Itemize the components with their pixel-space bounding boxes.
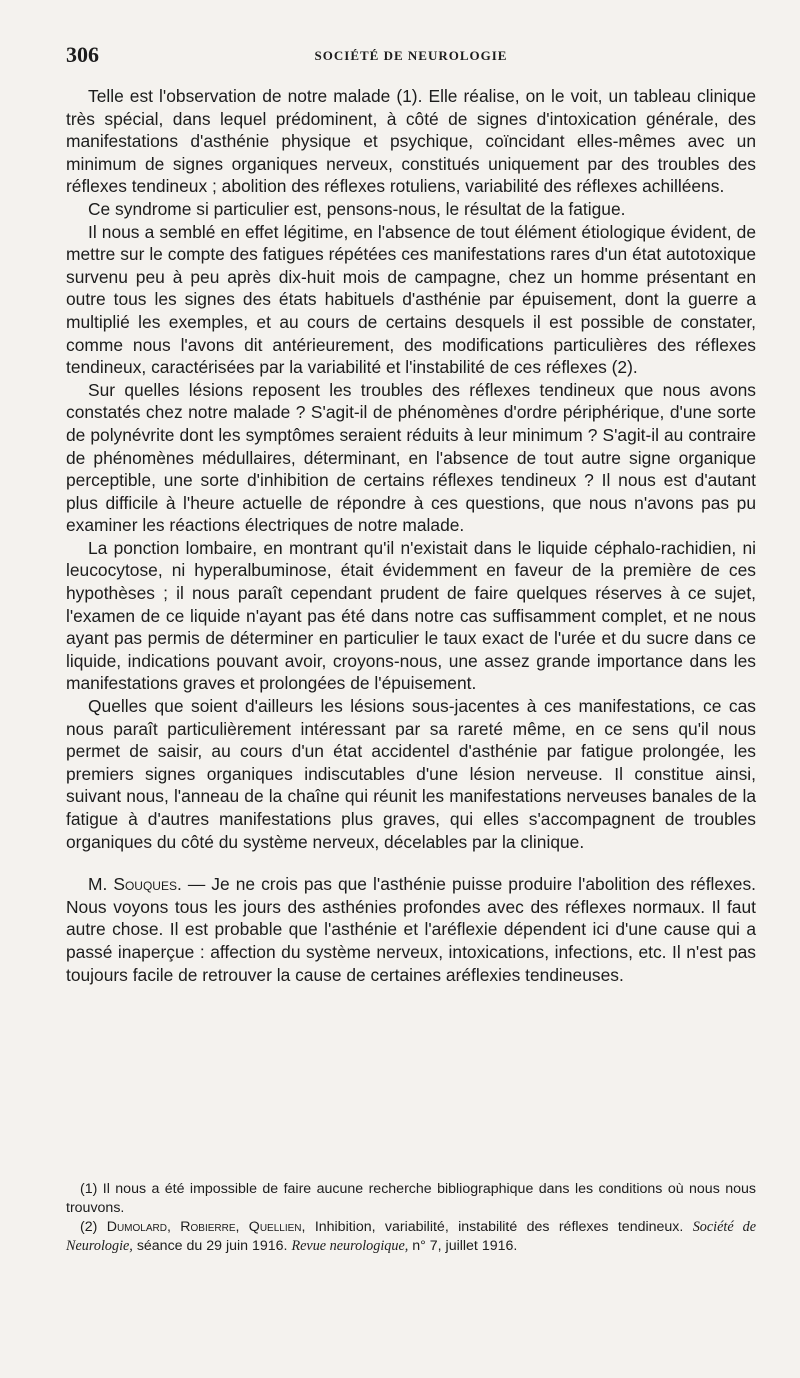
discussion-text: — Je ne crois pas que l'asthénie puisse produire l'abolition des réflexes. Nous voyons tous les jours des asthénies profondes avec des réflexes normaux. Il faut autre chose. Il est probable que l'asthénie et l'aréflexie dépendent ici d'une cause qui a passé inaperçue : affection du système nerveux, intoxications, infections, etc. Il n'est pas toujours facile de retrouver la cause de certaines aréflexies tendineuses. xyxy=(66,874,756,985)
footnote-2-journal-2: Revue neurologique, xyxy=(291,1238,409,1254)
footnote-2-title: Inhibition, variabilité, instabilité des réflexes tendineux. xyxy=(314,1219,684,1235)
paragraph: Sur quelles lésions reposent les troubles des réflexes tendineux que nous avons constatés chez notre malade ? S'agit-il de phénomènes d'ordre périphérique, d'une sorte de polynévrite dont les symptômes seraient réduits à leur minimum ? S'agit-il au contraire de phénomènes médullaires, déterminant, en l'absence de tout autre signe organique perceptible, une sorte d'inhibition de certains réflexes tendineux ? Il nous est d'autant plus difficile à l'heure actuelle de répondre à ces questions, que nous n'avons pas pu examiner les réactions électriques de notre malade. xyxy=(66,379,756,536)
body-text xyxy=(66,85,756,986)
speaker-name: M. Souques. xyxy=(88,874,182,895)
page-header xyxy=(66,42,756,72)
paragraph: Ce syndrome si particulier est, pensons-nous, le résultat de la fatigue. xyxy=(88,198,626,219)
paragraph: La ponction lombaire, en montrant qu'il n'existait dans le liquide céphalo-rachidien, ni leucocytose, ni hyperalbuminose, était évidemment en faveur de la première de ces hypothèses ; il nous paraît cependant prudent de faire quelques réserves à ce sujet, l'examen de ce liquide n'ayant pas été dans notre cas suffisamment complet, et ne nous ayant pas permis de déterminer en particulier le taux exact de l'urée et du sucre dans ce liquide, indications pouvant avoir, croyons-nous, une assez grande importance dans les manifestations graves et prolongées de l'épuisement. xyxy=(66,537,756,694)
footnote-2 xyxy=(66,1218,756,1256)
paragraph: Telle est l'observation de notre malade (1). Elle réalise, on le voit, un tableau clinique très spécial, dans lequel prédominent, à côté de signes d'intoxication générale, des manifestations d'asthénie physique et psychique, coïncidant elles-mêmes avec un minimum de signes organiques nerveux, constitués uniquement par des troubles des réflexes tendineux ; abolition des réflexes rotuliens, variabilité des réflexes achilléens. xyxy=(66,86,756,197)
footnote-2-issue: n° 7, juillet 1916. xyxy=(412,1238,518,1254)
footnote-2-journal-1: Société de Neurologie, xyxy=(66,1219,756,1254)
footnote-1: (1) Il nous a été impossible de faire aucune recherche bibliographique dans les conditions où nous nous trouvons. xyxy=(66,1181,756,1216)
paragraph: Quelles que soient d'ailleurs les lésions sous-jacentes à ces manifestations, ce cas nous paraît particulièrement intéressant par sa rareté même, en ce sens qu'il nous permet de saisir, au cours d'un état accidentel d'asthénie par fatigue prolongée, les premiers signes organiques indiscutables d'une lésion nerveuse. Il constitue ainsi, suivant nous, l'anneau de la chaîne qui réunit les manifestations nerveuses banales de la fatigue à d'autres manifestations plus graves, qui elles s'accompagnent de troubles organiques du côté du système nerveux, décelables par la clinique. xyxy=(66,696,756,852)
paragraph: Il nous a semblé en effet légitime, en l'absence de tout élément étiologique évident, de mettre sur le compte des fatigues répétées ces manifestations rares d'un état autotoxique survenu peu à peu après dix-huit mois de campagne, chez un homme présentant en outre tous les signes des états habituels d'asthénie par épuisement, dont la guerre a multiplié les exemples, et au cours de certains desquels il est possible de constater, comme nous l'avons dit antérieurement, des modifications particulières des réflexes tendineux, caractérisées par la variabilité et l'instabilité de ces réflexes (2). xyxy=(66,221,756,378)
page-number: 306 xyxy=(66,42,99,67)
discussion-paragraph xyxy=(66,873,756,986)
footnote-2-authors: Dumolard, Robierre, Quellien, xyxy=(106,1219,306,1235)
footnotes xyxy=(66,1180,756,1256)
footnote-2-marker: (2) xyxy=(80,1219,98,1235)
running-title: SOCIÉTÉ DE NEUROLOGIE xyxy=(314,48,508,63)
footnote-2-session: séance du 29 juin 1916. xyxy=(136,1238,288,1254)
